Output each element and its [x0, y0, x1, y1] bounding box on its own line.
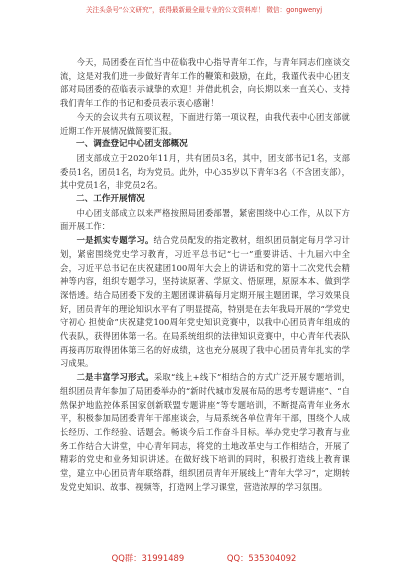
- paragraph-agenda: 今天的会议共有五项议程，下面进行第一项议程，由我代表中心团支部就近期工作开展情况做简要汇报。: [60, 111, 350, 136]
- paragraph-overview: 团支部成立于2020年11月，共有团员3名，其中，团支部书记1名，支部委员1名，团员1名，均为党员。此外，中心35岁以下青年3名（不含团支部），其中党员1名，非党员2名。: [60, 152, 350, 191]
- paragraph-forms: [60, 371, 350, 494]
- document-body: [60, 56, 350, 495]
- paragraph-study-lead: 一是抓实专题学习。: [76, 235, 154, 246]
- top-banner: 关注头条号“公文研究”，获得最新最全最专业的公文资料库！ 微信：gongwenyj: [85, 6, 323, 14]
- footer-qq-number: QQ：535304092: [226, 553, 297, 563]
- section-heading-overview: 一、调查登记中心团支部概况: [76, 139, 188, 150]
- paragraph-forms-text: 采取“线上+线下”相结合的方式广泛开展专题培训，组织团员青年参加了局团委举办的“新时代城市发展布局的思考专题讲座”、“自然保护地监控体系国家创新联盟专题讲座”等专题培训，不断提高青年业务水平，积极参加局团委青年干部座谈会，与局系统各单位青年干部，围绕个人成长经历、工作经验、话题会。畅谈今后工作奋斗目标。举办党史学习教育与业务工作结合大讲堂，中心青年同志，将党的土地改革史与工作相结合，开展了精彩的党史和业务知识讲述。在做好线下培训的同时，积极打造线上教育课堂，建立中心团员青年联络群，组织团员青年开展线上“青年大学习”，定期转发党史知识、故事、视频等，打造网上学习课堂，营造浓厚的学习氛围。: [60, 372, 351, 492]
- paragraph-study: [60, 234, 350, 371]
- paragraph-work-intro: 中心团支部成立以来严格按照局团委部署，紧密围绕中心工作，从以下方面开展工作：: [60, 207, 350, 232]
- section-heading-work: 二、工作开展情况: [76, 194, 145, 205]
- footer-contact: [0, 553, 408, 564]
- paragraph-welcome: 今天，局团委在百忙当中莅临我中心指导青年工作，与青年同志们座谈交流，这是对我们进一步做好青年工作的鞭策和鼓励，在此，我谨代表中心团支部对局团委的莅临表示诚挚的欢迎！并借此机会，向长期以来一直关心、支持我们青年工作的书记和委员表示衷心感谢！: [60, 57, 350, 109]
- paragraph-study-text: 结合党员配发的指定教材，组织团员制定每月学习计划，紧密围绕党史学习教育，习近平总书记“七一”重要讲话、十九届六中全会，习近平总书记在庆祝建团100周年大会上的讲话和党的第十二次党代会精神等内容，组织专题学习，坚持读原著、学原文、悟原理，原原本本、做到学深悟透。结合局团委下发的主题团课讲稿每月定期开展主题团课，学习效果良好，团员青年的理论知识水平有了明显提高，特别是在去年我局开展的“学党史 守初心 担使命”庆祝建党100周年党史知识竞赛中，以我中心团员青年组成的代表队，获得团体第一名。在局系统组织的法律知识竞赛中，中心青年代表队再接再厉取得团体第三名的好成绩，这也充分展现了我中心团员青年扎实的学习成果。: [60, 235, 350, 369]
- paragraph-forms-lead: 二是丰富学习形式。: [76, 372, 154, 383]
- footer-qq-group: QQ群：31991489: [111, 553, 185, 563]
